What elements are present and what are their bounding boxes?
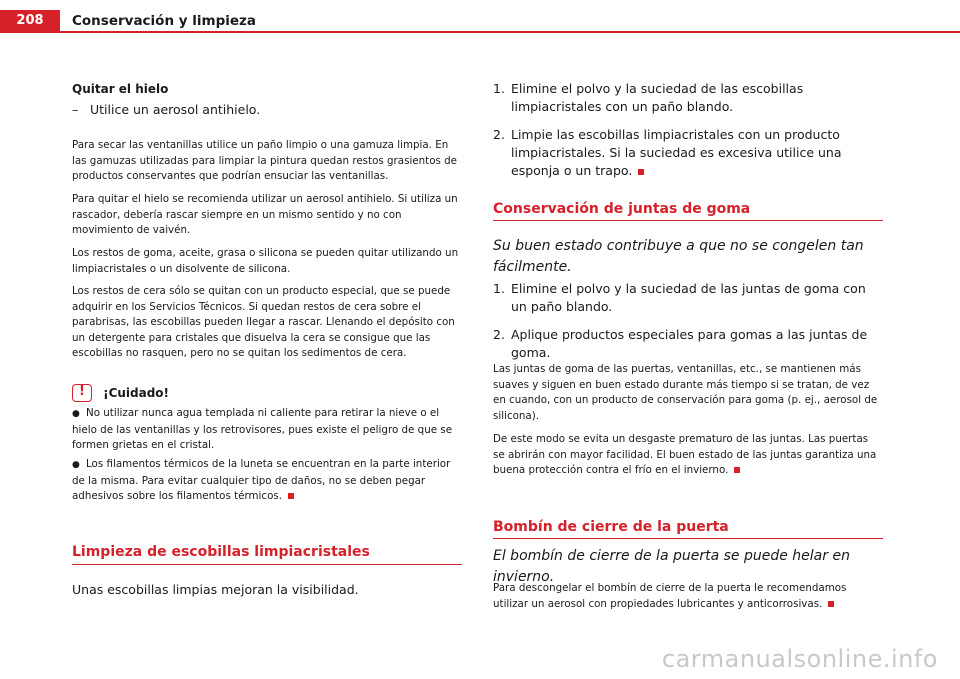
- page-header: [0, 0, 960, 32]
- warning-icon: [72, 384, 92, 402]
- numbered-step: [493, 80, 883, 116]
- chapter-title: Conservación y limpieza: [72, 13, 257, 29]
- warning-bullet-text: No utilizar nunca agua templada ni caliente para retirar la nieve o el hielo de las ventanillas y los retrovisores, pues existe el peligro de que se formen grietas en el cristal.: [72, 407, 453, 451]
- ice-heading: Quitar el hielo: [72, 82, 169, 96]
- paragraph: Los restos de goma, aceite, grasa o silicona se pueden quitar utilizando un limpiacristales o un disolvente de silicona.: [72, 247, 459, 275]
- section-title-lock: Bombín de cierre de la puerta: [493, 519, 729, 535]
- section-title-rubber: Conservación de juntas de goma: [493, 201, 751, 217]
- step-number: 2.: [493, 327, 505, 342]
- step-number: 1.: [493, 281, 505, 296]
- numbered-step: [493, 280, 883, 316]
- step-number: 1.: [493, 81, 505, 96]
- warning-header: [72, 382, 169, 402]
- paragraph: Para quitar el hielo se recomienda utilizar un aerosol antihielo. Si utiliza un rascador, debería rascar siempre en un mismo sentido y no con movimiento de vaivén.: [72, 193, 458, 236]
- ice-step: [72, 102, 260, 117]
- lock-lead: El bombín de cierre de la puerta se puede helar en invierno.: [493, 548, 850, 585]
- end-mark-icon: [288, 493, 294, 499]
- end-mark-icon: [638, 169, 644, 175]
- section-divider: [72, 564, 462, 565]
- warning-bullet: [72, 457, 462, 505]
- paragraph: Para secar las ventanillas utilice un paño limpio o una gamuza limpia. En las gamuzas utilizadas para limpiar la pintura quedan restos grasientos de productos conservantes que podrían ensuciar las ventanillas.: [72, 139, 458, 182]
- step-text: Limpie las escobillas limpiacristales con un producto limpiacristales. Si la suciedad es excesiva utilice una esponja o un trapo.: [511, 127, 842, 178]
- step-number: 2.: [493, 127, 505, 142]
- section-title-wipers: Limpieza de escobillas limpiacristales: [72, 544, 370, 560]
- warning-bullet: [72, 406, 462, 454]
- bullet-icon: ●: [72, 409, 80, 419]
- paragraph: [493, 432, 883, 479]
- section-divider: [493, 220, 883, 221]
- section-divider: [493, 538, 883, 539]
- end-mark-icon: [828, 601, 834, 607]
- rubber-lead: Su buen estado contribuye a que no se congelen tan fácilmente.: [493, 238, 864, 275]
- header-divider: [0, 31, 960, 33]
- warning-bullet-text: Los filamentos térmicos de la luneta se encuentran en la parte interior de la misma. Para evitar cualquier tipo de daños, no se deben pegar adhesivos sobre los filamentos térmicos.: [72, 458, 451, 502]
- paragraph: [493, 581, 883, 612]
- bullet-icon: ●: [72, 460, 80, 470]
- paragraph: Las juntas de goma de las puertas, ventanillas, etc., se mantienen más suaves y siguen en buen estado durante más tiempo si se tratan, de vez en cuando, con un producto de conservación para goma (p. ej., aerosol de silicona).: [493, 363, 878, 422]
- paragraph-text: Para descongelar el bombín de cierre de la puerta le recomendamos utilizar un aerosol con propiedades lubricantes y anticorrosivas.: [493, 582, 847, 610]
- step-text: Elimine el polvo y la suciedad de las escobillas limpiacristales con un paño blando.: [511, 81, 804, 114]
- watermark: carmanualsonline.info: [661, 645, 938, 673]
- dash-marker: –: [72, 102, 79, 117]
- step-text: Elimine el polvo y la suciedad de las juntas de goma con un paño blando.: [511, 281, 866, 314]
- numbered-step: [493, 326, 883, 362]
- end-mark-icon: [734, 467, 740, 473]
- page-number: 208: [0, 10, 60, 32]
- ice-step-text: Utilice un aerosol antihielo.: [90, 102, 261, 117]
- step-text: Aplique productos especiales para gomas a las juntas de goma.: [511, 327, 868, 360]
- wipers-lead: Unas escobillas limpias mejoran la visibilidad.: [72, 582, 359, 597]
- numbered-step: [493, 126, 883, 180]
- warning-title: ¡Cuidado!: [103, 385, 170, 400]
- paragraph: Los restos de cera sólo se quitan con un producto especial, que se puede adquirir en los Servicios Técnicos. Si quedan restos de cera sobre el parabrisas, las escobillas pueden llegar a rascar. Llenando el depósito con un detergente para cristales que disuelva la cera se consigue que las escobillas no rasquen, pero no se quitan los sedimentos de cera.: [72, 285, 455, 359]
- paragraph-text: De este modo se evita un desgaste prematuro de las juntas. Las puertas se abrirán con mayor facilidad. El buen estado de las juntas garantiza una buena protección contra el frío en el invierno.: [493, 433, 877, 476]
